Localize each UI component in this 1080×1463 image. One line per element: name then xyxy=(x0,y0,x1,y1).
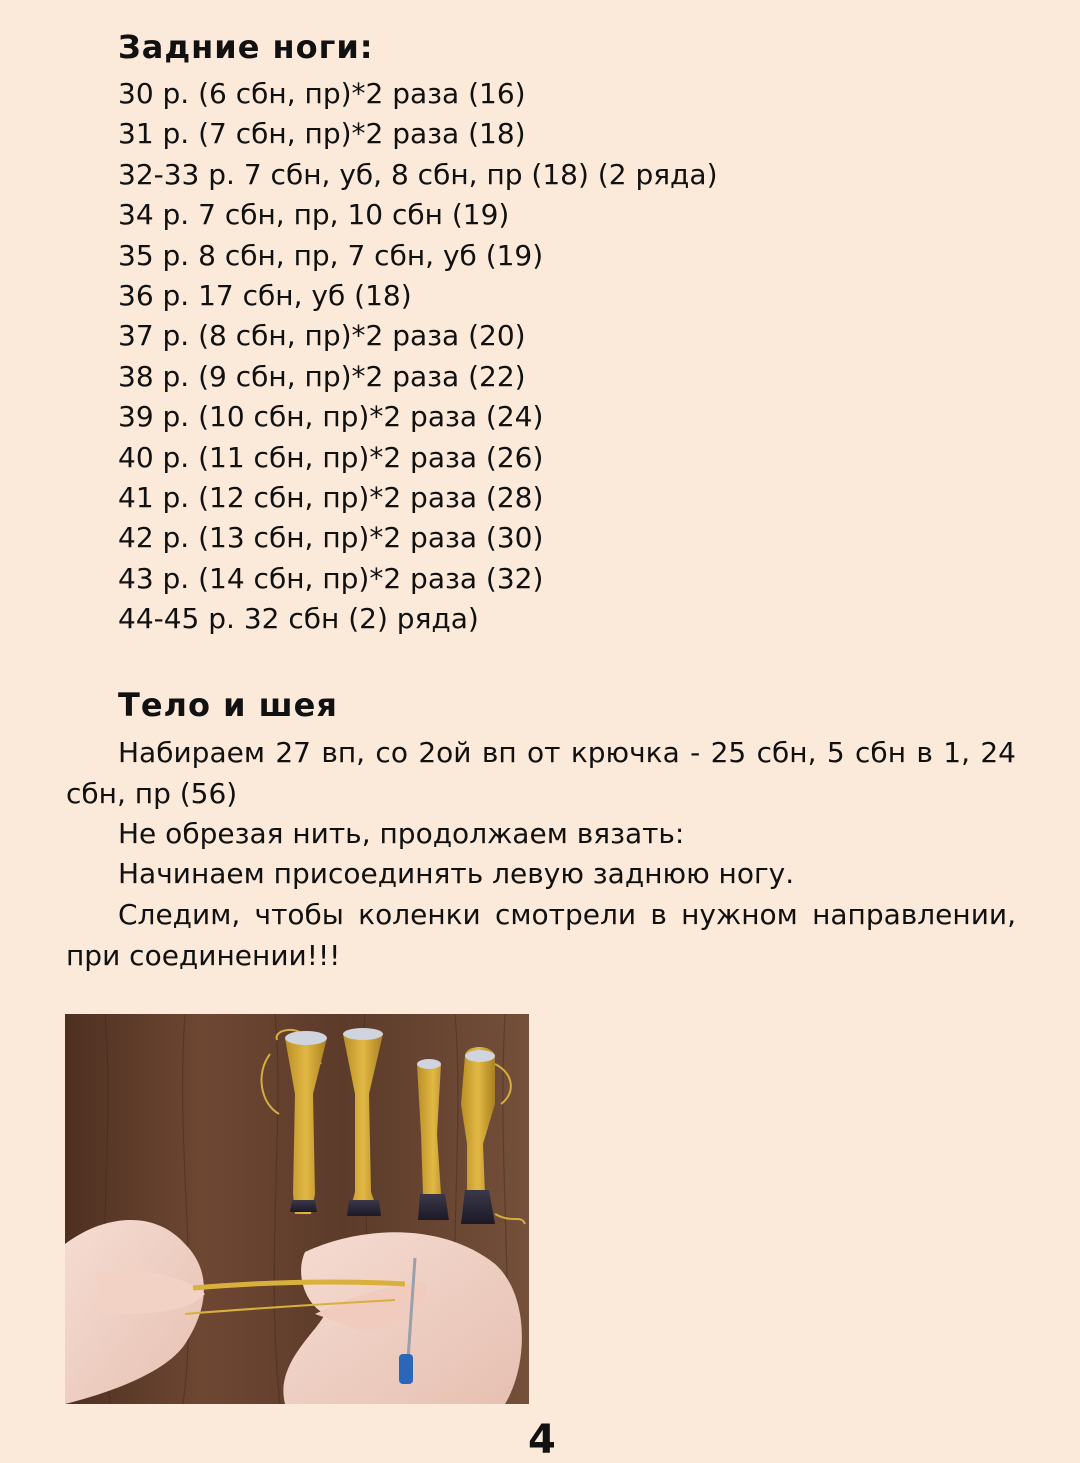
row-item: 35 р. 8 сбн, пр, 7 сбн, уб (19) xyxy=(118,238,544,272)
row-item: 30 р. (6 сбн, пр)*2 раза (16) xyxy=(118,77,526,110)
row-item: 39 р. (10 сбн, пр)*2 раза (24) xyxy=(118,400,544,434)
hind-legs-title: Задние ноги: xyxy=(118,28,374,66)
body-paragraph-2: Не обрезая нить, продолжаем вязать: xyxy=(118,817,685,850)
row-item: 38 р. (9 сбн, пр)*2 раза (22) xyxy=(118,359,526,393)
row-item: 42 р. (13 сбн, пр)*2 раза (30) xyxy=(118,521,544,555)
row-item: 31 р. (7 сбн, пр)*2 раза (18) xyxy=(118,117,526,151)
body-paragraph-4: Следим, чтобы коленки смотрели в нужном направлении, при соединении!!! xyxy=(66,898,1016,972)
row-item: 34 р. 7 сбн, пр, 10 сбн (19) xyxy=(118,198,510,232)
page-number: 4 xyxy=(528,1417,556,1463)
body-paragraph-1: Набираем 27 вп, со 2ой вп от крючка - 25 сбн, 5 сбн в 1, 24 сбн, пр (56) xyxy=(66,736,1016,810)
row-item: 37 р. (8 сбн, пр)*2 раза (20) xyxy=(118,319,526,353)
hind-legs-rows xyxy=(118,74,718,639)
row-item: 40 р. (11 сбн, пр)*2 раза (26) xyxy=(118,440,544,474)
row-item: 44-45 р. 32 сбн (2) ряда) xyxy=(118,602,479,636)
row-item: 41 р. (12 сбн, пр)*2 раза (28) xyxy=(118,480,544,514)
row-item: 36 р. 17 сбн, уб (18) xyxy=(118,278,412,312)
body-neck-title: Тело и шея xyxy=(118,686,338,724)
body-paragraph-3: Начинаем присоединять левую заднюю ногу. xyxy=(118,857,795,890)
row-item: 43 р. (14 сбн, пр)*2 раза (32) xyxy=(118,561,544,595)
crochet-legs-photo xyxy=(65,1014,529,1404)
row-item: 32-33 р. 7 сбн, уб, 8 сбн, пр (18) (2 ряда) xyxy=(118,157,718,191)
